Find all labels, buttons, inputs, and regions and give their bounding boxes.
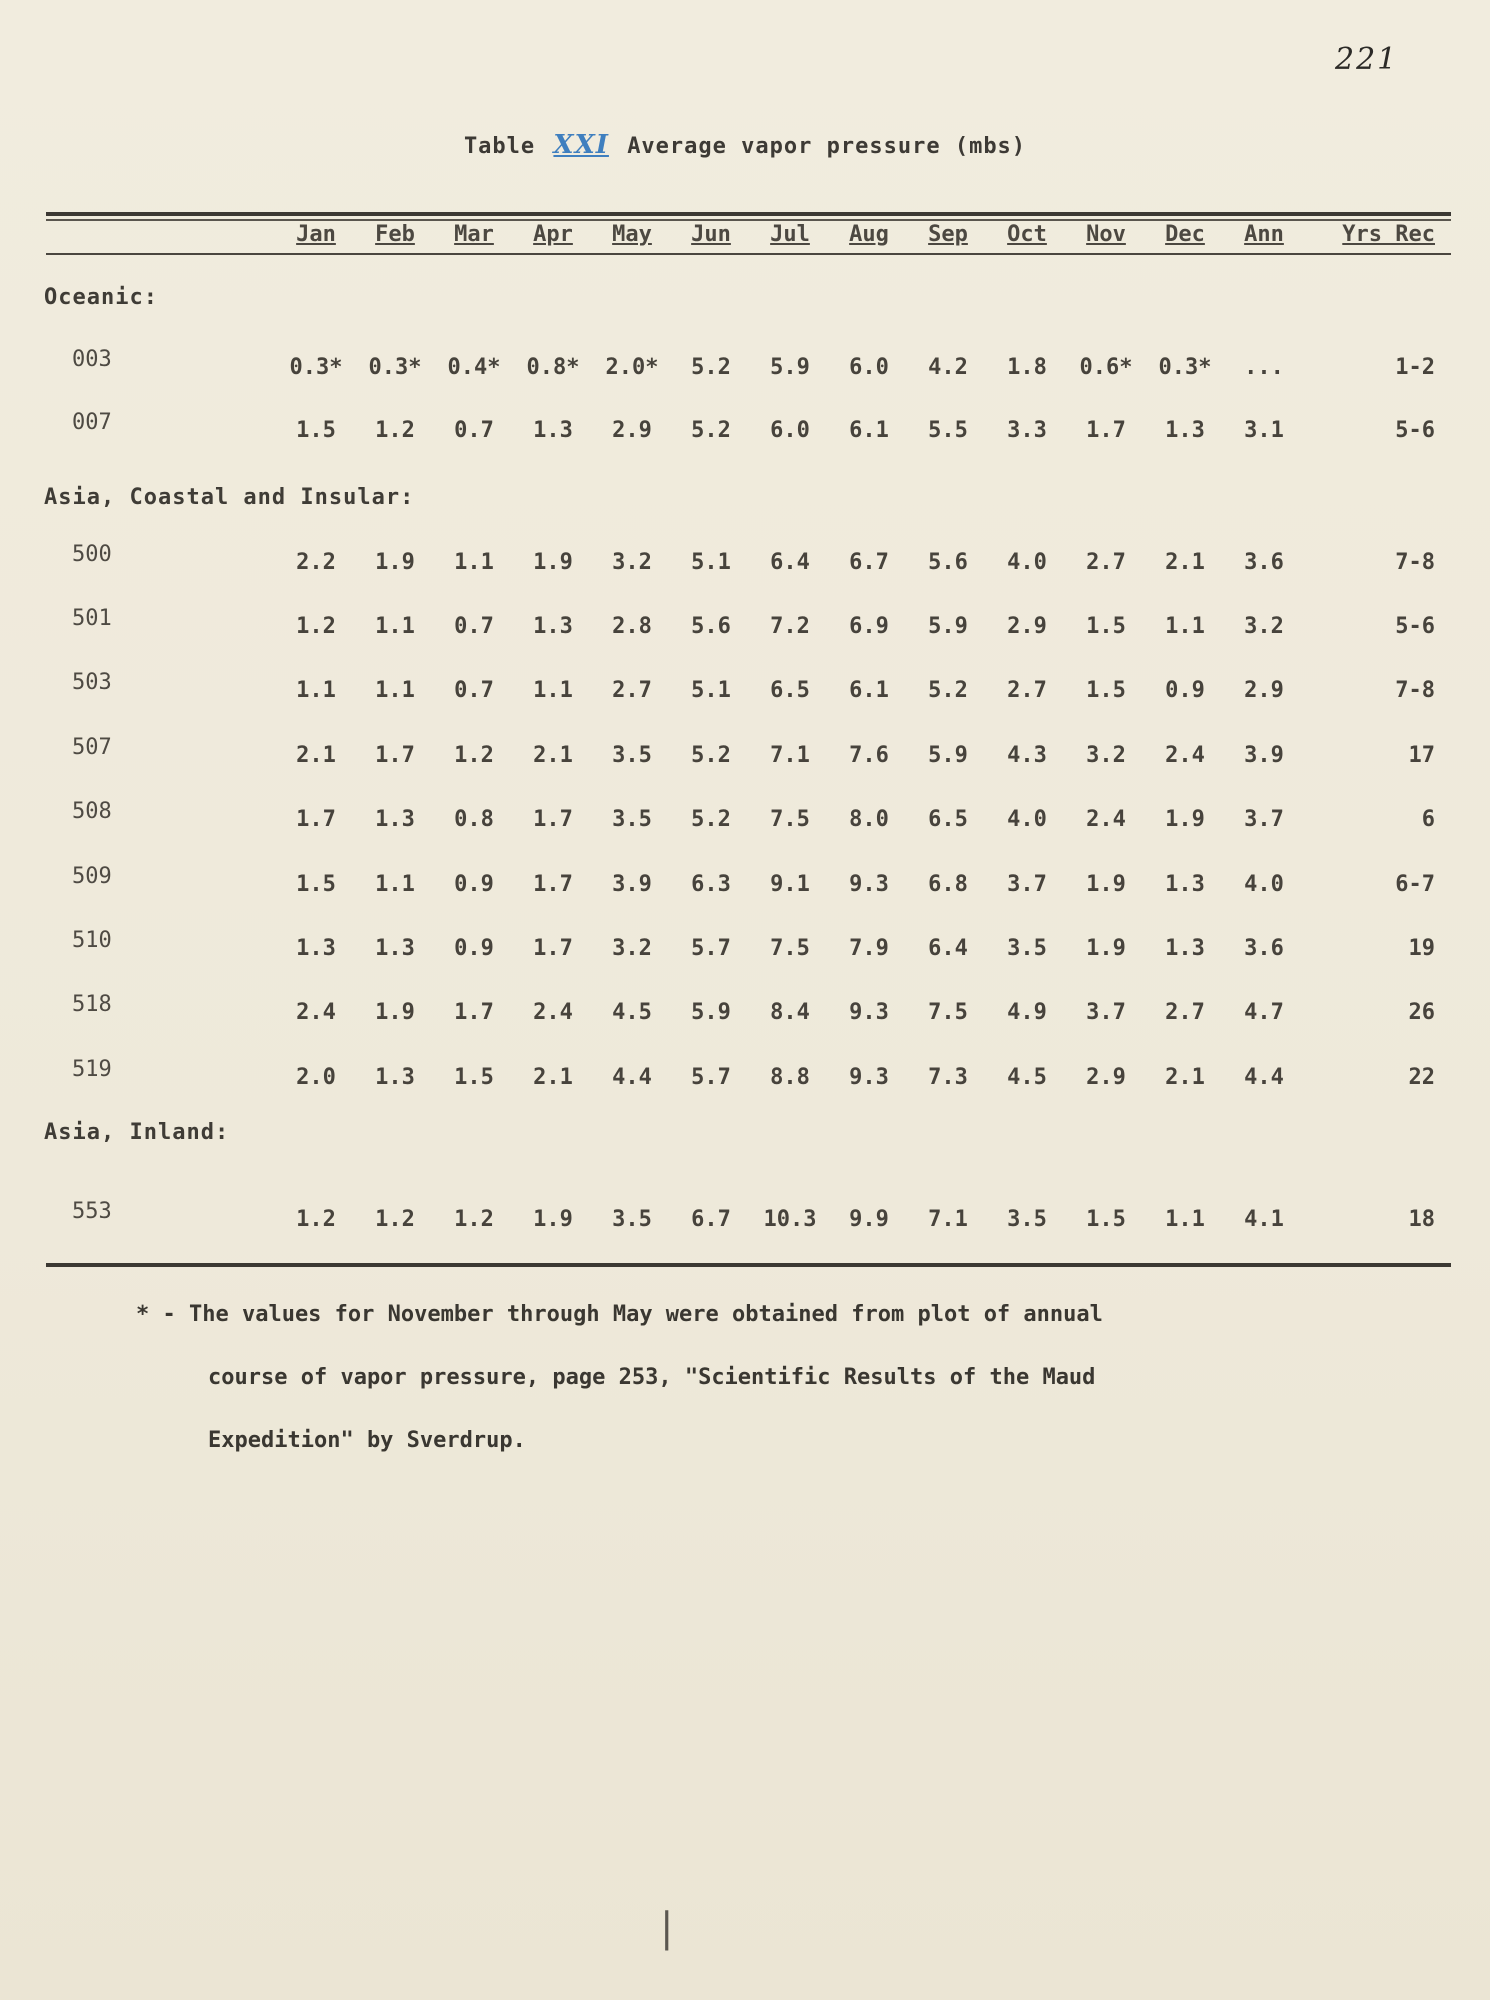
years-record-cell: 1-2 (1395, 355, 1435, 380)
section-heading: Asia, Coastal and Insular: (44, 485, 415, 510)
table-cell: 1.5 (1086, 614, 1126, 639)
table-cell: 2.2 (296, 550, 336, 575)
table-cell: 1.5 (296, 418, 336, 443)
table-cell: 2.1 (533, 1065, 573, 1090)
station-id: 500 (72, 542, 112, 567)
table-cell: 1.7 (533, 936, 573, 961)
table-cell: 0.9 (454, 936, 494, 961)
table-cell: 3.2 (612, 936, 652, 961)
table-cell: 5.2 (928, 678, 968, 703)
station-id: 553 (72, 1199, 112, 1224)
table-cell: 2.8 (612, 614, 652, 639)
table-cell: 1.3 (375, 936, 415, 961)
table-cell: 1.3 (533, 418, 573, 443)
table-cell: 5.9 (691, 1000, 731, 1025)
table-cell: 4.5 (1007, 1065, 1047, 1090)
table-cell: 4.2 (928, 355, 968, 380)
table-cell: 2.4 (533, 1000, 573, 1025)
table-cell: 2.7 (1165, 1000, 1205, 1025)
table-cell: 3.7 (1086, 1000, 1126, 1025)
table-cell: 6.4 (928, 936, 968, 961)
table-cell: 1.1 (296, 678, 336, 703)
table-cell: 6.9 (849, 614, 889, 639)
table-cell: 9.1 (770, 872, 810, 897)
table-cell: 5.2 (691, 418, 731, 443)
table-cell: 7.5 (770, 807, 810, 832)
table-cell: 2.0* (605, 355, 659, 380)
table-cell: 0.8 (454, 807, 494, 832)
table-cell: 8.4 (770, 1000, 810, 1025)
table-cell: 1.3 (533, 614, 573, 639)
table-cell: 4.4 (612, 1065, 652, 1090)
table-cell: 5.2 (691, 807, 731, 832)
table-cell: 1.5 (1086, 678, 1126, 703)
table-cell: 3.3 (1007, 418, 1047, 443)
table-cell: 1.7 (533, 807, 573, 832)
station-id: 509 (72, 864, 112, 889)
table-cell: 7.3 (928, 1065, 968, 1090)
table-cell: 1.9 (1086, 872, 1126, 897)
table-cell: 0.8* (526, 355, 580, 380)
table-cell: 1.9 (375, 1000, 415, 1025)
table-cell: 4.3 (1007, 743, 1047, 768)
station-id: 503 (72, 670, 112, 695)
table-cell: 7.9 (849, 936, 889, 961)
table-cell: 4.7 (1244, 1000, 1284, 1025)
column-header: Ann (1244, 222, 1284, 247)
table-cell: 3.9 (1244, 743, 1284, 768)
table-cell: 2.7 (1086, 550, 1126, 575)
table-cell: 4.4 (1244, 1065, 1284, 1090)
table-cell: 4.1 (1244, 1207, 1284, 1232)
table-cell: 3.5 (1007, 1207, 1047, 1232)
table-cell: 1.1 (1165, 614, 1205, 639)
column-header: May (612, 222, 652, 247)
station-id: 507 (72, 735, 112, 760)
footnote-line: * - The values for November through May were obtained from plot of annual (136, 1302, 1103, 1327)
page-number: 221 (1335, 42, 1399, 77)
table-cell: 5.1 (691, 550, 731, 575)
table-cell: 1.5 (1086, 1207, 1126, 1232)
table-cell: 7.1 (928, 1207, 968, 1232)
footnote-line: course of vapor pressure, page 253, "Scientific Results of the Maud (208, 1365, 1096, 1390)
table-cell: 3.2 (612, 550, 652, 575)
table-cell: 1.2 (296, 1207, 336, 1232)
title-prefix: Table (463, 134, 536, 159)
table-title (0, 130, 1490, 160)
column-header: Jan (296, 222, 336, 247)
table-cell: 5.6 (928, 550, 968, 575)
years-record-cell: 6-7 (1395, 872, 1435, 897)
title-text: Average vapor pressure (mbs) (627, 134, 1027, 159)
station-id: 518 (72, 992, 112, 1017)
table-cell: 2.4 (1165, 743, 1205, 768)
table-cell: 9.3 (849, 1000, 889, 1025)
table-cell: 1.9 (1086, 936, 1126, 961)
table-cell: 3.5 (612, 743, 652, 768)
table-cell: 2.7 (1007, 678, 1047, 703)
table-cell: 10.3 (763, 1207, 817, 1232)
table-cell: 3.6 (1244, 550, 1284, 575)
bottom-rule (46, 1263, 1451, 1267)
table-cell: 7.1 (770, 743, 810, 768)
table-cell: 2.1 (533, 743, 573, 768)
column-header: Yrs Rec (1342, 222, 1435, 247)
years-record-cell: 26 (1408, 1000, 1435, 1025)
table-cell: 5.6 (691, 614, 731, 639)
table-cell: 1.9 (533, 550, 573, 575)
table-cell: 6.7 (691, 1207, 731, 1232)
station-id: 508 (72, 799, 112, 824)
column-header: Dec (1165, 222, 1205, 247)
table-cell: 5.9 (928, 743, 968, 768)
column-header: Jul (770, 222, 810, 247)
table-cell: 1.3 (1165, 418, 1205, 443)
header-rule (46, 253, 1451, 255)
table-cell: 2.1 (1165, 550, 1205, 575)
column-header: Mar (454, 222, 494, 247)
table-cell: 9.9 (849, 1207, 889, 1232)
table-cell: 3.2 (1086, 743, 1126, 768)
table-cell: 6.7 (849, 550, 889, 575)
table-cell: 6.3 (691, 872, 731, 897)
years-record-cell: 19 (1408, 936, 1435, 961)
section-heading: Asia, Inland: (44, 1120, 230, 1145)
table-cell: 5.7 (691, 936, 731, 961)
table-cell: 1.2 (375, 1207, 415, 1232)
table-cell: 3.7 (1007, 872, 1047, 897)
table-cell: 0.9 (454, 872, 494, 897)
table-cell: 2.1 (296, 743, 336, 768)
top-rule-thin (46, 219, 1451, 221)
table-cell: 1.2 (454, 1207, 494, 1232)
table-cell: 1.7 (375, 743, 415, 768)
table-cell: 5.9 (770, 355, 810, 380)
table-cell: 3.9 (612, 872, 652, 897)
station-id: 519 (72, 1057, 112, 1082)
table-cell: 8.8 (770, 1065, 810, 1090)
table-cell: 8.0 (849, 807, 889, 832)
table-cell: 4.0 (1007, 807, 1047, 832)
table-cell: 1.5 (296, 872, 336, 897)
top-rule (46, 212, 1451, 216)
table-cell: 1.8 (1007, 355, 1047, 380)
pencil-mark: | (660, 1905, 674, 1951)
table-cell: 2.9 (1086, 1065, 1126, 1090)
table-cell: 1.1 (1165, 1207, 1205, 1232)
table-cell: 2.4 (296, 1000, 336, 1025)
column-header: Nov (1086, 222, 1126, 247)
table-cell: 2.9 (612, 418, 652, 443)
table-cell: 9.3 (849, 872, 889, 897)
years-record-cell: 18 (1408, 1207, 1435, 1232)
table-cell: 1.3 (375, 1065, 415, 1090)
years-record-cell: 6 (1421, 807, 1435, 832)
table-cell: 1.3 (1165, 936, 1205, 961)
table-cell: 7.5 (928, 1000, 968, 1025)
years-record-cell: 7-8 (1395, 678, 1435, 703)
table-cell: 6.5 (928, 807, 968, 832)
table-cell: 0.9 (1165, 678, 1205, 703)
table-cell: 1.1 (375, 678, 415, 703)
table-cell: 3.5 (612, 1207, 652, 1232)
table-cell: 5.7 (691, 1065, 731, 1090)
column-header: Sep (928, 222, 968, 247)
table-cell: 5.2 (691, 743, 731, 768)
table-cell: 2.1 (1165, 1065, 1205, 1090)
table-cell: 4.5 (612, 1000, 652, 1025)
table-cell: 7.5 (770, 936, 810, 961)
table-cell: 1.9 (533, 1207, 573, 1232)
table-cell: 1.2 (375, 418, 415, 443)
column-header: Apr (533, 222, 573, 247)
table-cell: 0.7 (454, 418, 494, 443)
table-cell: 5.9 (928, 614, 968, 639)
table-cell: 5.1 (691, 678, 731, 703)
table-cell: 1.1 (375, 614, 415, 639)
table-cell: 9.3 (849, 1065, 889, 1090)
table-cell: 4.0 (1007, 550, 1047, 575)
table-cell: 2.4 (1086, 807, 1126, 832)
table-cell: 7.6 (849, 743, 889, 768)
table-cell: 2.9 (1244, 678, 1284, 703)
table-cell: ... (1244, 355, 1284, 380)
table-cell: 6.0 (849, 355, 889, 380)
table-cell: 1.3 (296, 936, 336, 961)
table-cell: 3.2 (1244, 614, 1284, 639)
table-cell: 0.7 (454, 614, 494, 639)
table-cell: 3.1 (1244, 418, 1284, 443)
column-header: Feb (375, 222, 415, 247)
years-record-cell: 22 (1408, 1065, 1435, 1090)
table-cell: 3.5 (612, 807, 652, 832)
column-header: Aug (849, 222, 889, 247)
table-cell: 0.4* (447, 355, 501, 380)
table-cell: 6.0 (770, 418, 810, 443)
table-cell: 1.2 (296, 614, 336, 639)
table-cell: 6.1 (849, 418, 889, 443)
table-cell: 1.7 (533, 872, 573, 897)
table-cell: 6.5 (770, 678, 810, 703)
years-record-cell: 17 (1408, 743, 1435, 768)
table-cell: 1.9 (375, 550, 415, 575)
table-cell: 3.7 (1244, 807, 1284, 832)
table-cell: 0.3* (1158, 355, 1212, 380)
table-cell: 1.7 (1086, 418, 1126, 443)
station-id: 003 (72, 347, 112, 372)
station-id: 501 (72, 606, 112, 631)
table-cell: 1.1 (375, 872, 415, 897)
table-cell: 6.8 (928, 872, 968, 897)
table-cell: 0.3* (289, 355, 343, 380)
footnote-line: Expedition" by Sverdrup. (208, 1428, 526, 1453)
years-record-cell: 7-8 (1395, 550, 1435, 575)
table-cell: 6.1 (849, 678, 889, 703)
table-cell: 1.2 (454, 743, 494, 768)
table-cell: 1.1 (533, 678, 573, 703)
table-cell: 1.7 (454, 1000, 494, 1025)
table-cell: 1.3 (1165, 872, 1205, 897)
station-id: 007 (72, 410, 112, 435)
table-cell: 1.5 (454, 1065, 494, 1090)
column-header: Jun (691, 222, 731, 247)
column-header: Oct (1007, 222, 1047, 247)
table-cell: 0.6* (1079, 355, 1133, 380)
table-cell: 0.7 (454, 678, 494, 703)
years-record-cell: 5-6 (1395, 614, 1435, 639)
table-cell: 5.5 (928, 418, 968, 443)
table-cell: 1.3 (375, 807, 415, 832)
station-id: 510 (72, 928, 112, 953)
table-numeral: XXI (553, 130, 609, 160)
table-cell: 1.7 (296, 807, 336, 832)
table-cell: 2.7 (612, 678, 652, 703)
table-cell: 3.5 (1007, 936, 1047, 961)
years-record-cell: 5-6 (1395, 418, 1435, 443)
table-cell: 4.0 (1244, 872, 1284, 897)
table-cell: 2.0 (296, 1065, 336, 1090)
table-cell: 7.2 (770, 614, 810, 639)
footnote (136, 1283, 1296, 1472)
table-cell: 6.4 (770, 550, 810, 575)
table-cell: 2.9 (1007, 614, 1047, 639)
section-heading: Oceanic: (44, 285, 158, 310)
table-cell: 0.3* (368, 355, 422, 380)
table-cell: 5.2 (691, 355, 731, 380)
table-cell: 4.9 (1007, 1000, 1047, 1025)
table-cell: 3.6 (1244, 936, 1284, 961)
table-cell: 1.9 (1165, 807, 1205, 832)
table-cell: 1.1 (454, 550, 494, 575)
